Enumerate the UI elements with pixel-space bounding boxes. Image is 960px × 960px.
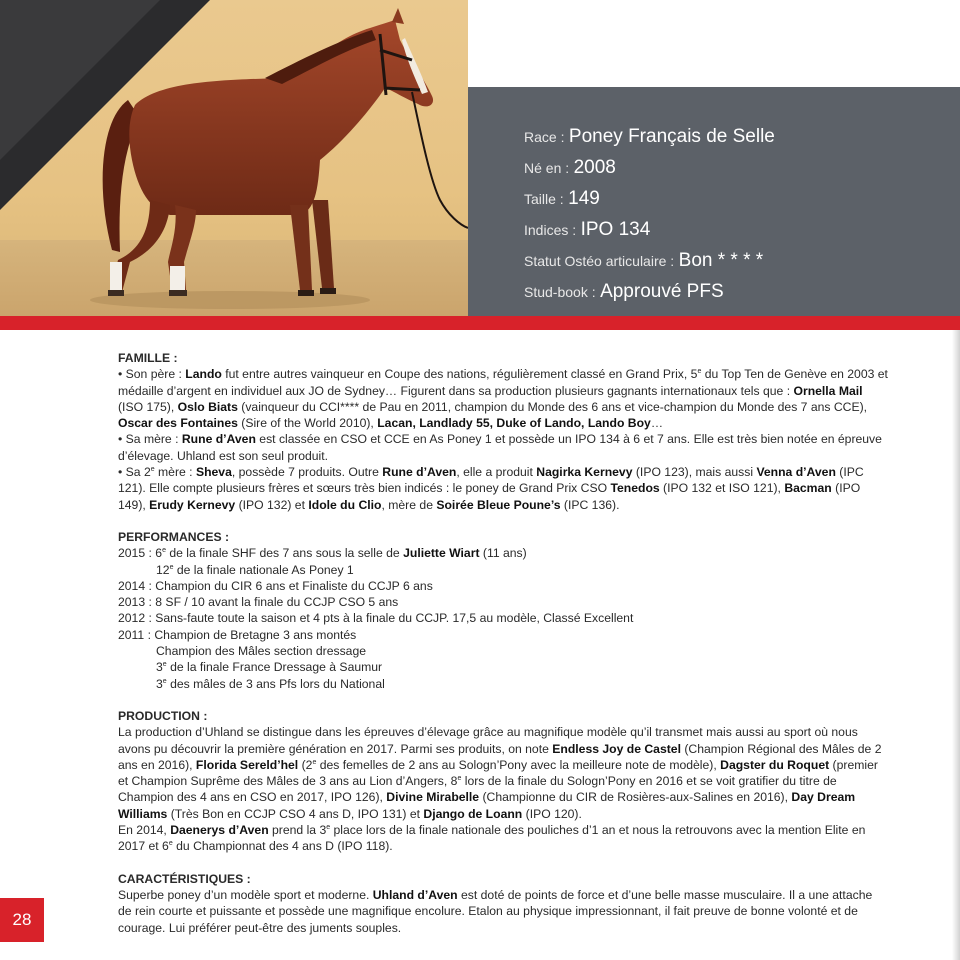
ne-label: Né en : xyxy=(524,160,570,176)
perf-line: 2012 : Sans-faute toute la saison et 4 pts à la finale du CCJP. 17,5 au modèle, Classé Excellent xyxy=(118,611,634,626)
perf-line: 3e de la finale France Dressage à Saumur xyxy=(156,660,383,675)
ne-value: 2008 xyxy=(573,157,616,178)
perf-line: 2013 : 8 SF / 10 avant la finale du CCJP CSO 5 ans xyxy=(118,595,399,610)
statut-label: Statut Ostéo articulaire : xyxy=(524,253,675,269)
caracteristiques-title: CARACTÉRISTIQUES : xyxy=(118,871,251,886)
info-panel xyxy=(468,87,960,318)
studbook-value: Approuvé PFS xyxy=(600,281,724,302)
famille-mere: • Sa mère : Rune d’Aven est classée en CSO et CCE en As Poney 1 et possède un IPO 134 à 6 et 7 ans. Elle est très bien notée en épreuve d’élevage. Uhland est son seul produit. xyxy=(118,432,882,463)
taille-value: 149 xyxy=(568,188,600,209)
perf-line: Champion des Mâles section dressage xyxy=(156,644,367,659)
caracteristiques-paragraph: Superbe poney d’un modèle sport et moderne. Uhland d’Aven est doté de points de force et d’une belle masse musculaire. Il a une attache de rein courte et puissante et possède une magnifique encolure. Etalon au physique impressionnant, il fait preuve de bonne volonté et de courage. Lui préférer peut-être des juments souples. xyxy=(118,887,873,935)
famille-gmere: • Sa 2e mère : Sheva, possède 7 produits. Outre Rune d’Aven, elle a produit Nagirka Kernevy (IPO 123), mais aussi Venna d’Aven (IPC 121). Elle compte plusieurs frères et sœurs très bien indicés : le poney de Grand Prix CSO Tenedos (IPO 132 et ISO 121), Bacman (IPO 149), Erudy Kernevy (IPO 132) et Idole du Clio, mère de Soirée Bleue Poune’s (IPC 136). xyxy=(118,465,864,512)
indices-value: IPO 134 xyxy=(580,219,651,240)
studbook-label: Stud-book : xyxy=(524,284,596,300)
famille-pere: • Son père : Lando fut entre autres vainqueur en Coupe des nations, régulièrement classé en Grand Prix, 5e du Top Ten de Genève en 2003 et médaille d’argent en individuel aux JO de Sydney… Figurent dans sa production plusieurs gagnants internationaux tels que : Ornella Mail (ISO 175), Oslo Biats (vainqueur du CCI**** de Pau en 2011, champion du Monde des 6 ans et vice-champion du Monde des 7 ans CCE), Oscar des Fontaines (Sire of the World 2010), Lacan, Landlady 55, Duke of Lando, Lando Boy… xyxy=(118,367,888,431)
perf-line: 2015 : 6e de la finale SHF des 7 ans sous la selle de Juliette Wiart (11 ans) xyxy=(118,546,527,561)
race-label: Race : xyxy=(524,129,565,145)
performances-title: PERFORMANCES : xyxy=(118,529,230,544)
info-row-studbook xyxy=(524,276,775,307)
info-row-ne xyxy=(524,152,775,183)
info-row-taille xyxy=(524,183,775,214)
statut-value: Bon * * * * xyxy=(678,250,764,271)
perf-line: 2014 : Champion du CIR 6 ans et Finaliste du CCJP 6 ans xyxy=(118,578,433,593)
page-number: 28 xyxy=(0,898,44,942)
corner-decoration-inner xyxy=(0,0,160,160)
race-value: Poney Français de Selle xyxy=(568,126,775,147)
perf-line: 12e de la finale nationale As Poney 1 xyxy=(156,562,354,577)
production-paragraph-2: En 2014, Daenerys d’Aven prend la 3e place lors de la finale nationale des pouliches d’1 an et nous la retrouvons avec la mention Elite en 2017 et 6e du Championnat des 4 ans D (IPO 118). xyxy=(118,823,866,854)
perf-line: 3e des mâles de 3 ans Pfs lors du National xyxy=(156,676,385,691)
info-row-statut xyxy=(524,245,775,276)
info-row-race xyxy=(524,121,775,152)
taille-label: Taille : xyxy=(524,191,564,207)
production-title: PRODUCTION : xyxy=(118,708,208,723)
perf-line: 2011 : Champion de Bretagne 3 ans montés xyxy=(118,627,357,642)
production-paragraph: La production d’Uhland se distingue dans les épreuves d’élevage grâce au magnifique modèle qu’il transmet mais aussi au sport où nous avons pu découvrir la première génération en 2017. Parmi ses produits, on note Endless Joy de Castel (Champion Régional des Mâles de 2 ans en 2016), Florida Sereld’hel (2e des femelles de 2 ans au Sologn’Pony avec la meilleure note de modèle), Dagster du Roquet (premier et Champion Suprême des Mâles de 3 ans au Lion d’Angers, 8e lors de la finale du Sologn’Pony en 2016 et se voit gratifier du titre de Champion des 4 ans en CSO en 2017, IPO 126), Divine Mirabelle (Championne du CIR de Rosières-aux-Salines en 2016), Day Dream Williams (Très Bon en CCJP CSO 4 ans D, IPO 131) et Django de Loann (IPO 120). xyxy=(118,725,882,821)
main-content xyxy=(118,350,888,936)
page-edge-shadow xyxy=(952,330,960,960)
indices-label: Indices : xyxy=(524,222,577,238)
famille-title: FAMILLE : xyxy=(118,351,178,365)
red-band xyxy=(0,316,960,330)
info-row-indices xyxy=(524,214,775,245)
info-list xyxy=(524,121,775,307)
